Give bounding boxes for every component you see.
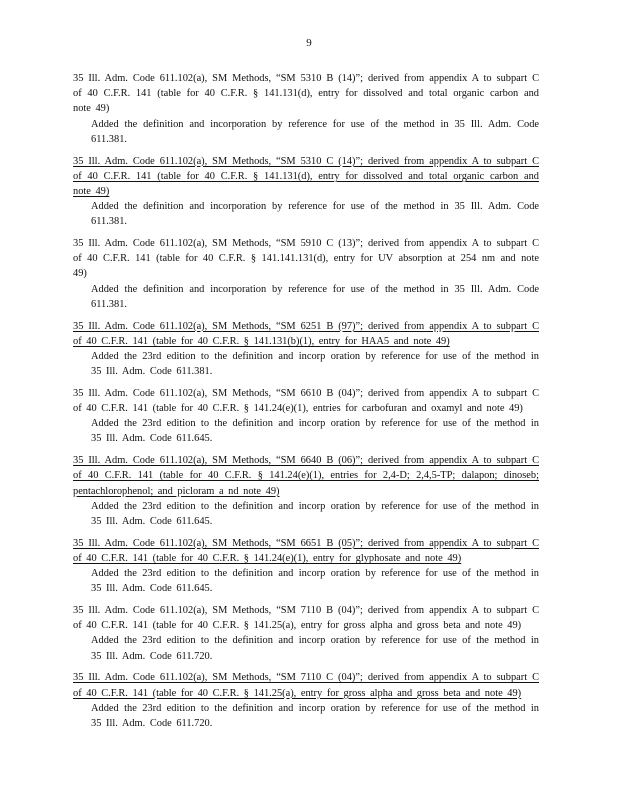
list-item bbox=[73, 603, 539, 664]
entry-note: Added the 23rd edition to the definition and incorp oration by reference for use of the method in 35 Ill. Adm. Code 611.381. bbox=[91, 350, 539, 378]
entry-citation: 35 Ill. Adm. Code 611.102(a), SM Methods, “SM 6640 B (06)”; derived from appendix A to subpart C of 40 C.F.R. 141 (table for 40 C.F.R. § 141.24(e)(1), entries for 2,4-D; 2,4,5-TP; dalapon; dinoseb; pentachlorophenol; and picloram a nd note 49) bbox=[73, 455, 539, 497]
entry-citation: 35 Ill. Adm. Code 611.102(a), SM Methods, “SM 5910 C (13)”; derived from appendix A to subpart C of 40 C.F.R. 141 (table for 40 C.F.R. § 141.141.131(d), entry for UV absorption at 254 nm and note 49) bbox=[73, 238, 539, 280]
entry-citation: 35 Ill. Adm. Code 611.102(a), SM Methods, “SM 6651 B (05)”; derived from appendix A to subpart C of 40 C.F.R. 141 (table for 40 C.F.R. § 141.24(e)(1), entry for glyphosate and note 49) bbox=[73, 537, 539, 564]
entry-list bbox=[73, 71, 539, 738]
list-item bbox=[73, 154, 539, 230]
entry-citation: 35 Ill. Adm. Code 611.102(a), SM Methods, “SM 7110 B (04)”; derived from appendix A to subpart C of 40 C.F.R. 141 (table for 40 C.F.R. § 141.25(a), entry for gross alpha and gross beta and note 49) bbox=[73, 605, 539, 632]
entry-citation: 35 Ill. Adm. Code 611.102(a), SM Methods, “SM 6251 B (97)”; derived from appendix A to subpart C of 40 C.F.R. 141 (table for 40 C.F.R. § 141.131(b)(1), entry for HAA5 and note 49) bbox=[73, 320, 539, 347]
list-item bbox=[73, 71, 539, 147]
entry-note: Added the definition and incorporation by reference for use of the method in 35 Ill. Adm. Code 611.381. bbox=[91, 283, 539, 310]
list-item bbox=[73, 319, 539, 380]
list-item bbox=[73, 386, 539, 447]
entry-note: Added the definition and incorporation by reference for use of the method in 35 Ill. Adm. Code 611.381. bbox=[91, 118, 539, 145]
entry-note: Added the 23rd edition to the definition and incorp oration by reference for use of the method in 35 Ill. Adm. Code 611.720. bbox=[91, 702, 539, 729]
entry-citation: 35 Ill. Adm. Code 611.102(a), SM Methods, “SM 5310 B (14)”; derived from appendix A to subpart C of 40 C.F.R. 141 (table for 40 C.F.R. § 141.131(d), entry for dissolved and total organic carbon and note 49) bbox=[73, 73, 539, 115]
entry-citation: 35 Ill. Adm. Code 611.102(a), SM Methods, “SM 7110 C (04)”; derived from appendix A to subpart C of 40 C.F.R. 141 (table for 40 C.F.R. § 141.25(a), entry for gross alpha and gross beta and note 49) bbox=[73, 672, 539, 699]
list-item bbox=[73, 453, 539, 529]
list-item bbox=[73, 670, 539, 731]
entry-citation: 35 Ill. Adm. Code 611.102(a), SM Methods, “SM 5310 C (14)”; derived from appendix A to subpart C of 40 C.F.R. 141 (table for 40 C.F.R. § 141.131(d), entry for dissolved and total organic carbon and note 49) bbox=[73, 155, 539, 197]
entry-note: Added the 23rd edition to the definition and incorp oration by reference for use of the method in 35 Ill. Adm. Code 611.720. bbox=[91, 635, 539, 662]
entry-note: Added the 23rd edition to the definition and incorp oration by reference for use of the method in 35 Ill. Adm. Code 611.645. bbox=[91, 418, 539, 445]
entry-note: Added the 23rd edition to the definition and incorp oration by reference for use of the method in 35 Ill. Adm. Code 611.645. bbox=[91, 568, 539, 595]
entry-note: Added the definition and incorporation by reference for use of the method in 35 Ill. Adm. Code 611.381. bbox=[91, 201, 539, 228]
list-item bbox=[73, 236, 539, 312]
list-item bbox=[73, 536, 539, 597]
entry-note: Added the 23rd edition to the definition and incorp oration by reference for use of the method in 35 Ill. Adm. Code 611.645. bbox=[91, 500, 539, 527]
page-number: 9 bbox=[306, 37, 312, 49]
entry-citation: 35 Ill. Adm. Code 611.102(a), SM Methods, “SM 6610 B (04)”; derived from appendix A to subpart C of 40 C.F.R. 141 (table for 40 C.F.R. § 141.24(e)(1), entries for carbofuran and oxamyl and note 49) bbox=[73, 387, 539, 415]
